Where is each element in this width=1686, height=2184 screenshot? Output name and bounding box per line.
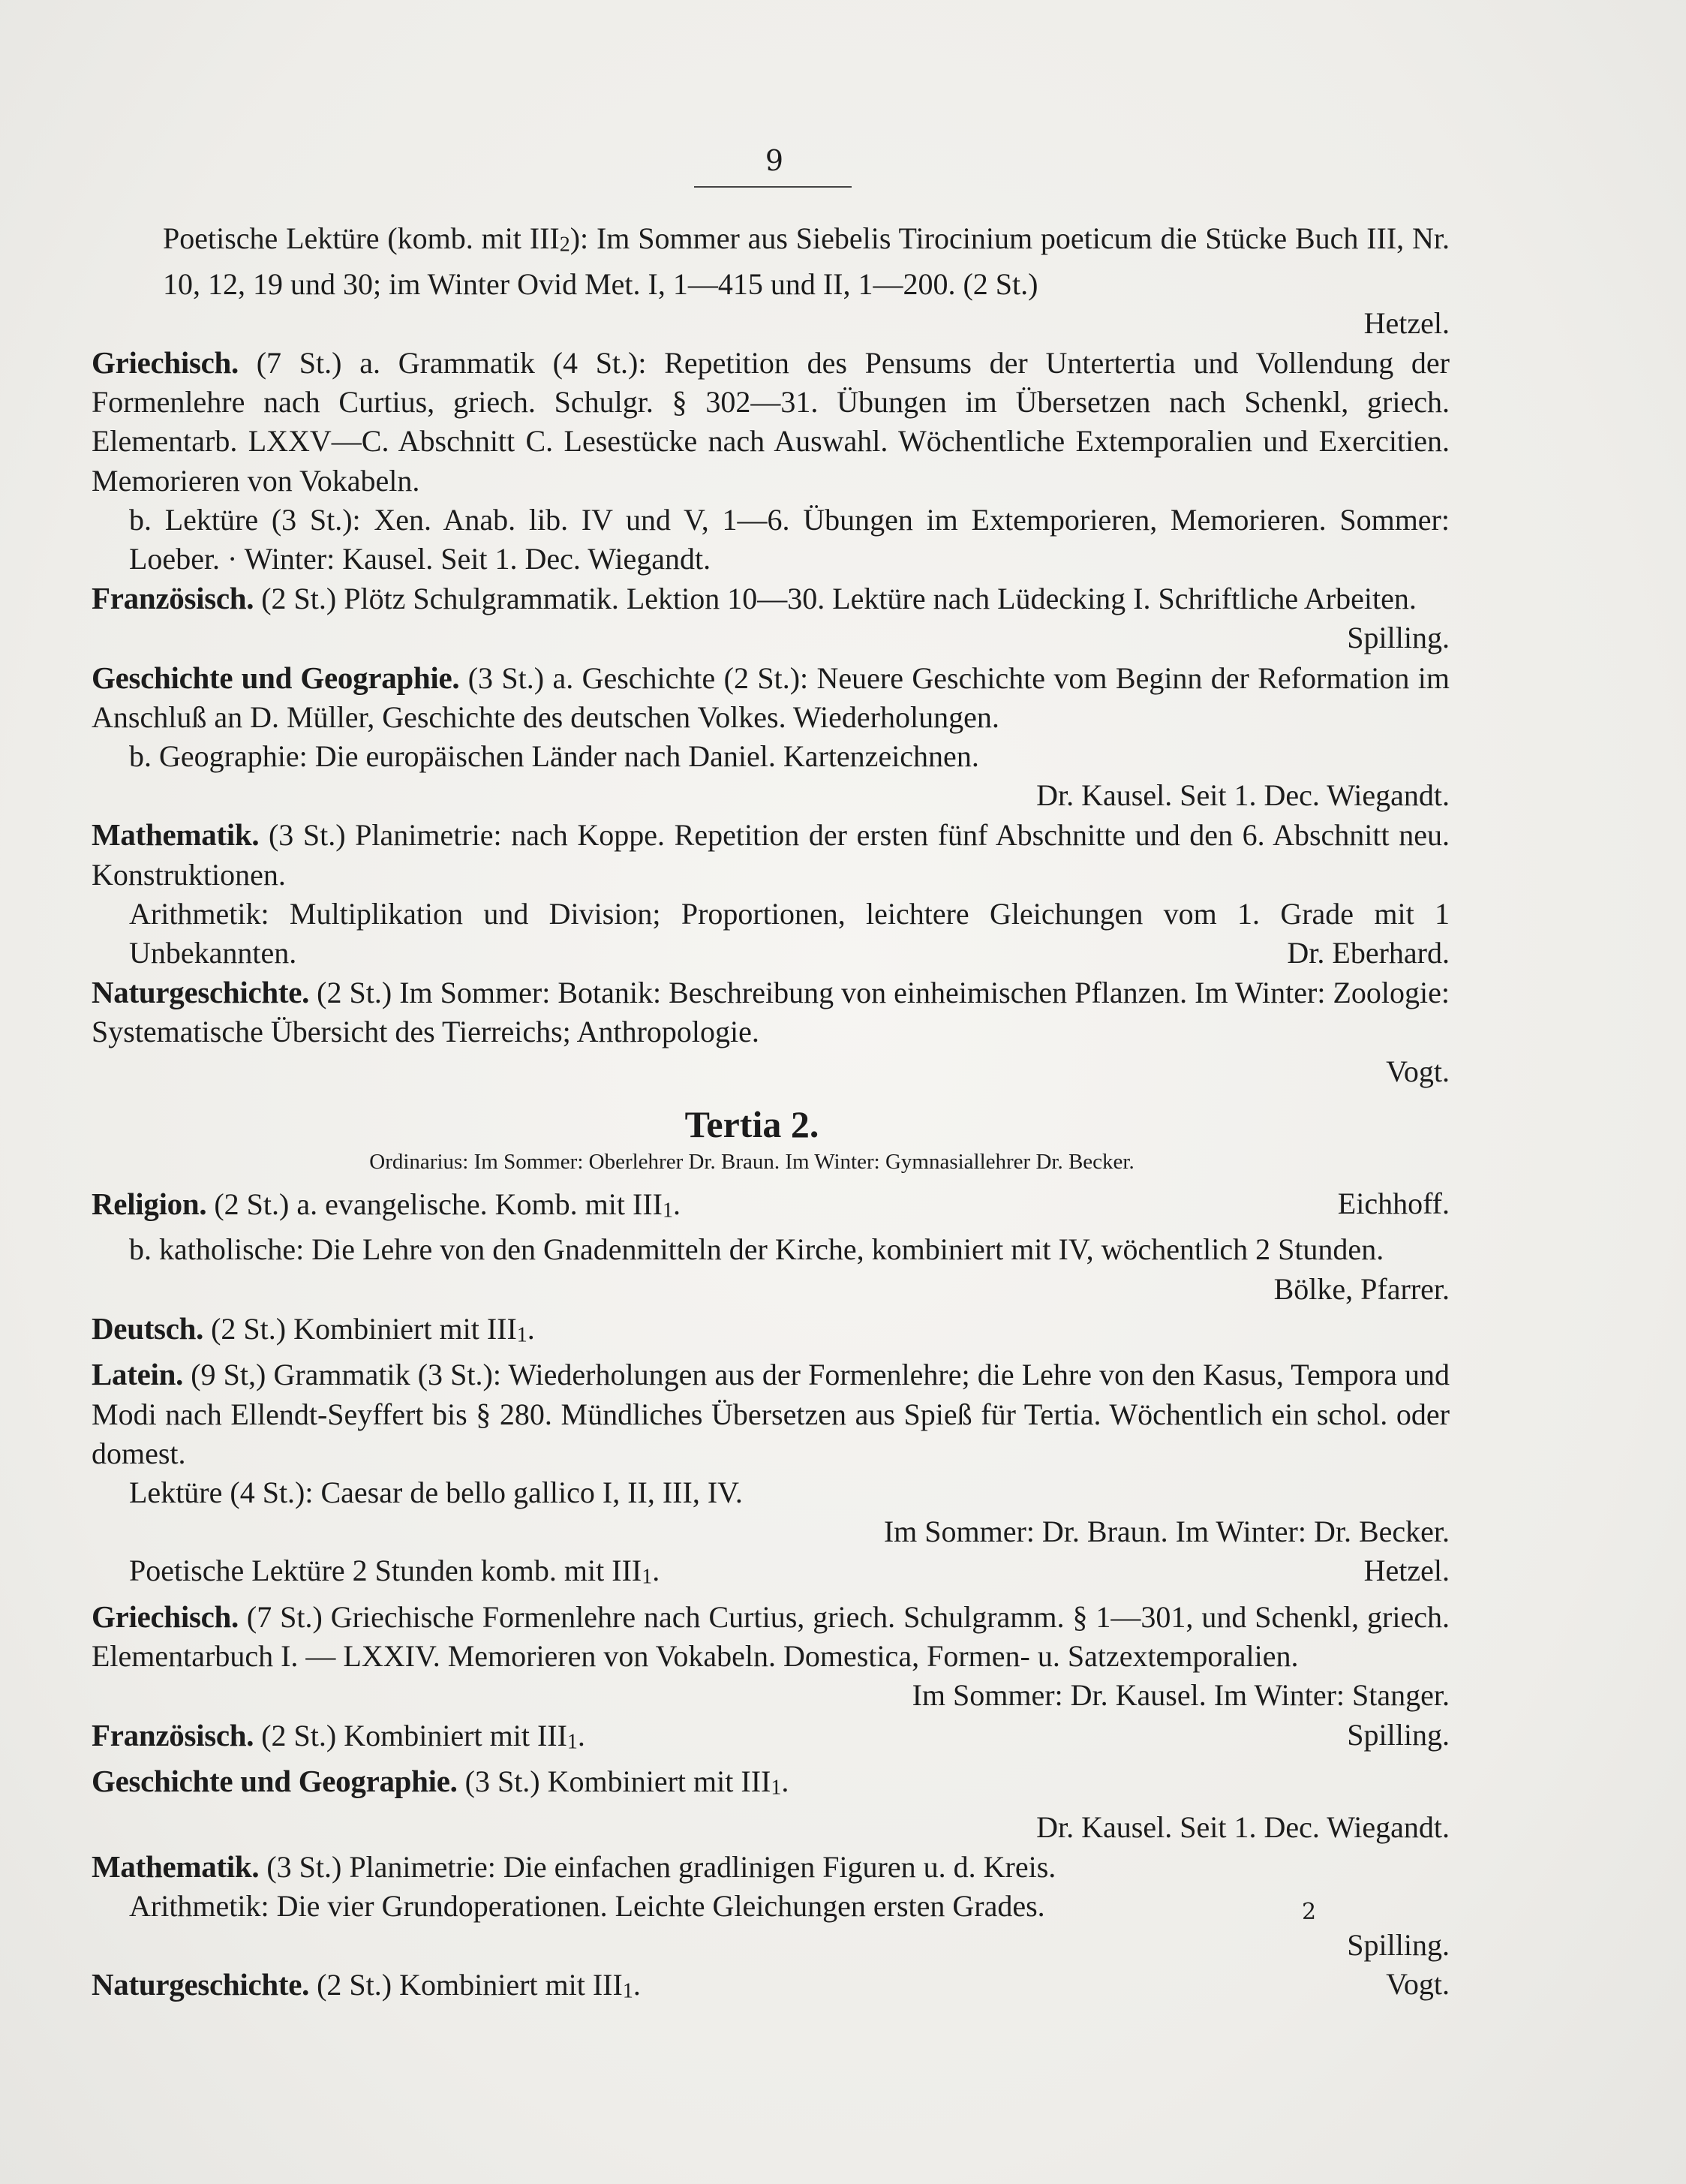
text-run: (2 St.) a. evangelische. Komb. mit III	[214, 1187, 663, 1221]
subject-heading: Naturgeschichte.	[92, 1967, 310, 2002]
text-run: (3 St.) Kombiniert mit III	[464, 1764, 771, 1799]
page-number: 9	[765, 144, 784, 177]
mathematik-paragraph	[92, 1847, 1450, 1887]
text-run: (3 St.) a. Geschichte (2 St.): Neuere Geschichte vom Beginn der Reformation im Anschluß an D. Müller, Geschichte des deutschen Volkes. Wiederholungen.	[92, 660, 1450, 734]
text-run: (2 St.) Im Sommer: Botanik: Beschreibung von einheimischen Pflanzen. Im Winter: Zoologie: Systematische Übersicht des Tierreichs; Anthropologie.	[92, 976, 1450, 1049]
geographie-paragraph: b. Geographie: Die europäischen Länder nach Daniel. Kartenzeichnen.	[129, 739, 979, 773]
geschichte-paragraph	[92, 1761, 1450, 1808]
text-run: .	[527, 1311, 535, 1346]
teacher-name: Vogt.	[1386, 1054, 1450, 1088]
naturgeschichte-paragraph	[92, 973, 1450, 1051]
subject-heading: Griechisch.	[92, 1599, 239, 1634]
teacher-name: Bölke, Pfarrer.	[1273, 1271, 1450, 1306]
text-run: .	[633, 1968, 641, 2002]
text-run: (3 St.) Planimetrie: nach Koppe. Repetition der ersten fünf Abschnitte und den 6. Abschnitt neu. Konstruktionen.	[92, 818, 1450, 892]
subscript: 1	[567, 1729, 578, 1753]
subject-heading: Mathematik.	[92, 1849, 260, 1884]
teacher-name: Dr. Kausel. Seit 1. Dec. Wiegandt.	[1036, 778, 1450, 813]
latein-paragraph	[92, 1355, 1450, 1473]
text-run: (2 St.) Plötz Schulgrammatik. Lektion 10—30. Lektüre nach Lüdecking I. Schriftliche Arbeiten.	[261, 582, 1417, 616]
subscript: 1	[771, 1776, 782, 1800]
religion-katholisch-paragraph: b. katholische: Die Lehre von den Gnadenmitteln der Kirche, kombiniert mit IV, wöchentlich 2 Stunden.	[129, 1232, 1384, 1267]
franzoesisch-paragraph	[92, 1716, 1450, 1762]
text-run: .	[672, 1187, 681, 1221]
latein-poetische-paragraph	[92, 1551, 1450, 1597]
teacher-name: Hetzel.	[1363, 305, 1450, 340]
teacher-name: Im Sommer: Dr. Braun. Im Winter: Dr. Becker.	[883, 1515, 1450, 1549]
text-run: Poetische Lektüre (komb. mit III	[163, 221, 560, 255]
griechisch-lektuere-paragraph: b. Lektüre (3 St.): Xen. Anab. lib. IV und V, 1—6. Übungen im Extemporieren, Memorieren. Sommer: Loeber. · Winter: Kausel. Seit 1. Dec. Wiegandt.	[129, 502, 1450, 576]
geschichte-paragraph	[92, 658, 1450, 737]
text-run: (2 St.) Kombiniert mit III	[317, 1968, 623, 2002]
teacher-name: Dr. Eberhard.	[1287, 936, 1450, 970]
text-run: .	[577, 1718, 585, 1752]
ordinarius-line: Ordinarius: Im Sommer: Oberlehrer Dr. Braun. Im Winter: Gymnasiallehrer Dr. Becker.	[369, 1149, 1135, 1174]
subject-heading: Französisch.	[92, 1717, 254, 1752]
subject-heading: Französisch.	[92, 581, 254, 616]
teacher-name: Hetzel.	[1363, 1554, 1450, 1588]
latein-lektuere-paragraph: Lektüre (4 St.): Caesar de bello gallico I, II, III, IV.	[129, 1475, 743, 1509]
subject-heading: Geschichte und Geographie.	[92, 660, 460, 695]
teacher-name: Dr. Kausel. Seit 1. Dec. Wiegandt.	[1036, 1809, 1450, 1844]
teacher-name: Spilling.	[1347, 1928, 1450, 1963]
franzoesisch-paragraph	[92, 579, 1450, 618]
arithmetik-paragraph	[92, 895, 1450, 973]
arithmetik-paragraph: Arithmetik: Die vier Grundoperationen. Leichte Gleichungen ersten Grades.	[129, 1889, 1045, 1924]
subscript: 1	[516, 1323, 527, 1347]
text-run: .	[781, 1764, 789, 1799]
teacher-name: Spilling.	[1347, 1717, 1450, 1752]
subject-heading: Religion.	[92, 1186, 207, 1221]
subject-heading: Mathematik.	[92, 817, 260, 853]
teacher-name: Im Sommer: Dr. Kausel. Im Winter: Stanger.	[912, 1678, 1450, 1713]
text-run: (2 St.) Kombiniert mit III	[261, 1718, 567, 1752]
poetische-lektuere-paragraph	[92, 219, 1450, 304]
document-body	[92, 219, 1450, 2011]
deutsch-paragraph	[92, 1309, 1450, 1355]
subject-heading: Deutsch.	[92, 1310, 204, 1346]
teacher-name: Eichhoff.	[1337, 1186, 1450, 1220]
text-run: (3 St.) Planimetrie: Die einfachen gradlinigen Figuren u. d. Kreis.	[266, 1849, 1056, 1884]
page-number-rule	[694, 186, 852, 188]
griechisch-paragraph	[92, 343, 1450, 501]
text-run: (2 St.) Kombiniert mit III	[211, 1311, 517, 1346]
signature-mark: 2	[1302, 1899, 1317, 1925]
griechisch-paragraph	[92, 1597, 1450, 1676]
subscript: 2	[559, 233, 570, 257]
text-run: .	[652, 1554, 660, 1588]
text-run: Poetische Lektüre 2 Stunden komb. mit III	[129, 1554, 642, 1588]
section-heading: Tertia 2.	[684, 1103, 819, 1145]
text-run: (9 St,) Grammatik (3 St.): Wiederholungen aus der Formenlehre; die Lehre von den Kasus, Tempora und Modi nach Ellendt-Seyffert bis § 280. Mündliches Übersetzen aus Spieß für Tertia. Wöchentlich ein schol. oder domest.	[92, 1358, 1450, 1470]
teacher-name: Spilling.	[1347, 621, 1450, 655]
subject-heading: Geschichte und Geographie.	[92, 1764, 458, 1799]
subscript: 1	[662, 1199, 673, 1223]
subject-heading: Naturgeschichte.	[92, 975, 310, 1010]
subject-heading: Latein.	[92, 1357, 184, 1392]
mathematik-paragraph	[92, 815, 1450, 894]
teacher-name: Vogt.	[1386, 1967, 1450, 2002]
text-run: Arithmetik: Multiplikation und Division; Proportionen, leichtere Gleichungen vom 1. Grade mit 1 Unbekannten.	[129, 896, 1450, 970]
naturgeschichte-paragraph	[92, 1965, 1450, 2011]
subject-heading: Griechisch.	[92, 344, 239, 380]
text-run: (7 St.) Griechische Formenlehre nach Curtius, griech. Schulgramm. § 1—301, und Schenkl, griech. Elementarbuch I. — LXXIV. Memorieren von Vokabeln. Domestica, Formen- u. Satzextemporalien.	[92, 1599, 1450, 1674]
text-run: ): Im Sommer aus Siebelis Tirocinium poeticum die Stücke Buch III, Nr. 10, 12, 19 und 30; im Winter Ovid Met. I, 1—415 und II, 1—200. (2 St.)	[163, 221, 1450, 301]
subscript: 1	[622, 1979, 633, 2003]
subscript: 1	[642, 1565, 653, 1589]
religion-paragraph	[92, 1184, 1450, 1231]
text-run: (7 St.) a. Grammatik (4 St.): Repetition des Pensums der Untertertia und Vollendung der Formenlehre nach Curtius, griech. Schulgr. § 302—31. Übungen im Übersetzen nach Schenkl, griech. Elementarb. LXXV—C. Abschnitt C. Lesestücke nach Auswahl. Wöchentliche Extemporalien und Exercitien. Memorieren von Vokabeln.	[92, 345, 1450, 498]
